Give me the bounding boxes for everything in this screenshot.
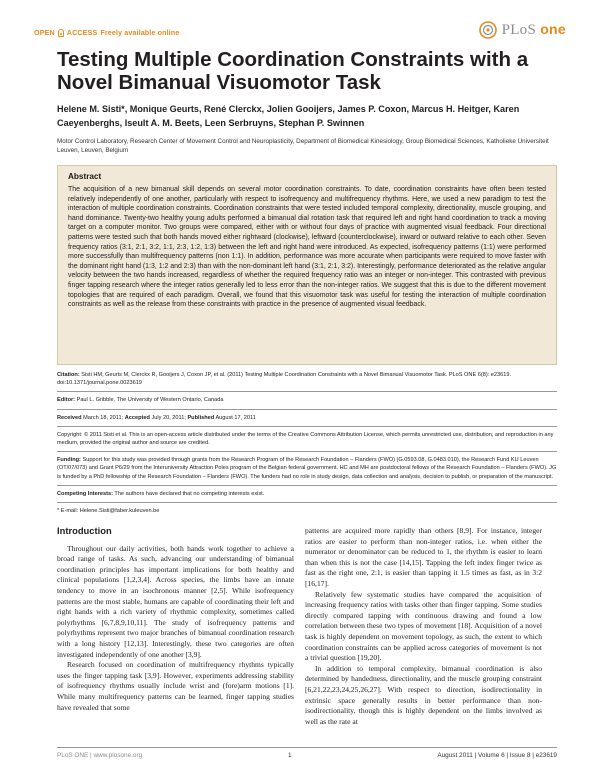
copyright-line: Copyright: © 2011 Sisti et al. This is an open-access article distributed under the terms of the Creative Commons Attribution License, which permits unrestricted use, distribution, and reproduction in any medium, provided the original author and source are credited.	[57, 431, 554, 447]
published-date: August 17, 2011	[215, 414, 256, 421]
divider	[57, 409, 557, 410]
introduction-heading: Introduction	[57, 525, 112, 536]
divider	[57, 485, 557, 486]
citation-line	[57, 371, 557, 387]
footer-page-number: 1	[287, 752, 292, 759]
logo-text	[502, 21, 566, 39]
footer-issue: August 2011 | Volume 6 | Issue 8 | e23619	[437, 752, 557, 759]
abstract-text: The acquisition of a new bimanual skill depends on several motor coordination constraints. To date, coordination constraints have often been tested relatively independently of one another, particularly with respect to isofrequency and multifrequency rhythms. Here, we used a new paradigm to test the interaction of multiple coordination constraints. Coordination constraints that were tested included temporal complexity, directionality, muscle grouping, and hand dominance. Twenty-two healthy young adults performed a bimanual dial rotation task that required left and right hand coordination to track a moving target on a computer monitor. Two groups were compared, either with or without four days of practice with augmented visual feedback. Four directional patterns were tested such that both hands moved either rightward (clockwise), leftward (counterclockwise), inward or outward relative to each other. Seven frequency ratios (3:1, 2:1, 3:2, 1:1, 2:3, 1:2, 1:3) between the left and right hand were introduced. As expected, isofrequency patterns (1:1) were performed more successfully than multifrequency patterns (non 1:1). In addition, performance was more accurate when participants were required to move faster with the dominant right hand (1:3, 1:2 and 2:3) than with the non-dominant left hand (3:1, 2:1, 3:2). Interestingly, performance deteriorated as the relative angular velocity between the two hands increased, regardless of whether the required frequency ratio was an integer or non-integer. This contrasted with previous finger tapping research where the integer ratios generally led to less error than the non-integer ratios. We suggest that this is due to the different movement topologies that are required of each paradigm. Overall, we found that this visuomotor task was useful for testing the interaction of multiple coordination constraints as well as the release from these constraints with practice in the presence of augmented visual feedback.	[68, 186, 546, 309]
competing-text: The authors have declared that no competing interests exist.	[114, 490, 265, 497]
editor-label: Editor:	[57, 397, 76, 404]
article-metadata	[57, 371, 557, 519]
intro-paragraph: Research focused on coordination of multifrequency rhythms typically uses the finger tapping task [3,9]. However, experiments addressing stability of isofrequency rhythms usually include wrist and (fore)arm motions [1]. While many multifrequency patterns can be learned, finger tapping studies have revealed that some	[57, 660, 294, 712]
received-date: March 18, 2011;	[83, 414, 124, 421]
accepted-label: Accepted	[124, 414, 150, 421]
logo-plos: PLoS	[501, 22, 537, 38]
left-column	[57, 526, 294, 713]
divider	[57, 426, 557, 427]
open-access-banner	[34, 28, 179, 37]
author-list: Helene M. Sisti*, Monique Geurts, René Clerckx, Jolien Gooijers, James P. Coxon, Marcus H. Heitger, Karen Caeyenberghs, Iseult A. M. Beets, Leen Serbruyns, Stephan P. Swinnen	[57, 104, 520, 128]
abstract-heading: Abstract	[68, 172, 102, 181]
abstract-box	[57, 165, 557, 365]
intro-paragraph: Throughout our daily activities, both hands work together to achieve a broad range of tasks. As such, advancing our understanding of bimanual coordination principles has important implications for both healthy and clinical populations [1,2,3,4]. Across species, the limbs have an innate tendency to move in an isochronous manner [2,5]. While isofrequency patterns are the most stable, humans are capable of coordinating their left and right hands with a rich variety of rhythmic complexity, sometimes called polyrhythms [6,7,8,9,10,11]. The study of isofrequency patterns and polyrhythms represent two major branches of bimanual coordination research with a long history [12,13]. Interestingly, these two categories are often investigated independently of one another [3,9].	[57, 543, 294, 659]
footer-journal: PLoS ONE | www.plosone.org	[57, 752, 143, 759]
divider	[57, 451, 557, 452]
editor-text: Paul L. Gribble, The University of Western Ontario, Canada	[76, 397, 224, 404]
received-label: Received	[57, 414, 82, 421]
email-line[interactable]: * E-mail: Helene.Sisti@faber.kuleuven.be	[57, 508, 160, 515]
access-label: ACCESS	[66, 28, 98, 37]
intro-paragraph: Relatively few systematic studies have compared the acquisition of increasing frequency ratios with tasks other than finger tapping. Some studies directly compared tapping with continuous drawing and found a low correlation between these two types of movement [18]. Acquisition of a novel task is highly dependent on movement topology, as such, the extent to which coordination constraints can be applied across categories of movement is not a trivial question [19,20].	[305, 589, 542, 663]
intro-paragraph: In addition to temporal complexity, bimanual coordination is also determined by handedness, directionality, and the muscle grouping constraint [6,21,22,23,24,25,26,27]. With respect to direction, isodirectionality in extrinsic space generally results in better performance than non-isodirectionality, though this is highly dependent on the limbs involved as well as the rate at	[305, 663, 542, 726]
page-footer	[57, 747, 557, 759]
affiliation: Motor Control Laboratory, Research Center of Movement Control and Neuroplasticity, Department of Biomedical Kinesiology, Group Biomedical Sciences, Katholieke Universiteit Leuven, Leuven, Belgium	[57, 138, 549, 154]
accepted-date: July 20, 2011;	[151, 414, 186, 421]
freely-available-label: Freely available online	[100, 28, 180, 37]
published-label: Published	[187, 414, 215, 421]
dates-line	[57, 414, 557, 422]
funding-line	[57, 456, 557, 481]
plos-logo-icon	[478, 20, 498, 40]
intro-paragraph: patterns are acquired more rapidly than others [8,9]. For instance, integer ratios are easier to perform than non-integer ratios, i.e. when either the numerator or denominator can be reduced to 1, the rhythm is easier to learn than when this is not the case [14,15]. Tapping the left index finger twice as fast as the right one, 2:1, is easier than tapping it 1.5 times as fast, as in 3:2 [16,17].	[305, 526, 542, 588]
funding-text: Support for this study was provided through grants from the Research Program of the Research Foundation – Flanders (FWO) (G.0593.08, G.0483.010), the Research Fund KU Leuven (OT/07/073) and Grant P6/29 from the Interuniversity Attraction Poles program of the Belgian federal government. HC and MH are postdoctoral fellows of the Research Foundation – Flanders (FWO). JG is funded by a PhD fellowship of the Research Foundation – Flanders (FWO). The funders had no role in study design, data collection and analysis, decision to publish, or preparation of the manuscript.	[57, 457, 557, 480]
open-access-lock-icon	[58, 29, 64, 37]
citation-text: Sisti HM, Geurts M, Clerckx R, Gooijers J, Coxon JP, et al. (2011) Testing Multiple Coordination Constraints with a Novel Bimanual Visuomotor Task. PLoS ONE 6(8): e23619. doi:10.1371/journal.pone.0023619	[57, 372, 512, 387]
open-label: OPEN	[34, 28, 55, 37]
logo-one: one	[540, 21, 566, 37]
plos-one-logo	[478, 20, 566, 40]
funding-label: Funding:	[57, 457, 81, 464]
citation-label: Citation:	[57, 372, 80, 378]
divider	[57, 502, 557, 503]
competing-label: Competing Interests:	[57, 490, 113, 497]
competing-line	[57, 490, 557, 498]
article-title: Testing Multiple Coordination Constraints with a Novel Bimanual Visuomotor Task	[57, 48, 529, 94]
right-column	[305, 526, 542, 727]
divider	[57, 391, 557, 392]
editor-line	[57, 396, 557, 404]
